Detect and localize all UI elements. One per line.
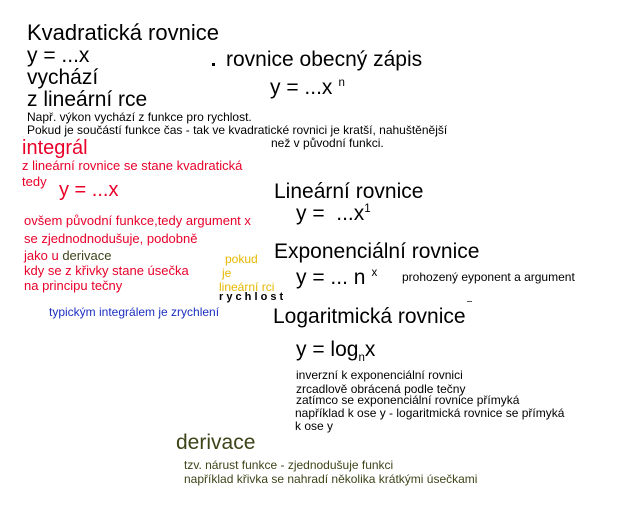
side-note-2: je: [222, 266, 232, 280]
integral-line-2: tedy: [22, 174, 47, 189]
integral-formula: y = ...x: [59, 179, 119, 201]
exponential-heading: Exponenciální rovnice: [274, 240, 480, 263]
quadratic-note-2: Pokud je součástí funkce čas - tak ve kvadratické rovnici je kratší, nahuštěnější: [27, 123, 448, 137]
linear-heading: Lineární rovnice: [274, 180, 424, 203]
logarithmic-note-4: například k ose y - logaritmická rovnice se přímyká: [295, 406, 565, 420]
general-formula-base: y = ...x: [270, 76, 333, 99]
derivace-heading: derivace: [176, 431, 256, 454]
quadratic-heading: Kvadratická rovnice: [27, 20, 219, 45]
derivace-note-1: tzv. nárust funkce - zjednodušuje funkci: [184, 458, 394, 472]
logarithmic-note-5: k ose y: [295, 419, 334, 433]
integral-text-5: na principu tečny: [24, 278, 123, 293]
bullet-dot: [212, 63, 215, 66]
logarithmic-note-3: zatímco se exponenciální rovnice přímyká: [296, 393, 520, 407]
exponential-formula-exponent: x: [371, 267, 378, 279]
quadratic-formula: y = ...x: [27, 44, 90, 67]
logarithmic-formula-base: n: [358, 352, 365, 365]
linear-formula: [296, 203, 371, 224]
quadratic-note-3: než v původní funkci.: [271, 136, 384, 150]
side-note-3: lineární rci: [219, 280, 275, 294]
integral-text-3-prefix: jako u: [24, 248, 59, 263]
integral-text-4: kdy se z křivky stane úsečka: [24, 263, 189, 278]
exponential-formula-base: y = ... n: [296, 266, 366, 289]
quadratic-from-linear-line: z lineární rce: [27, 88, 148, 111]
side-note-speed: r y c h l o s t: [219, 291, 284, 303]
typical-integral-note: typickým integrálem je zrychlení: [49, 305, 220, 319]
general-formula: [270, 77, 345, 98]
general-heading: rovnice obecný zápis: [226, 48, 423, 71]
integral-text-2: se zjednodnodušuje, podobně: [24, 231, 198, 246]
logarithmic-note-2: zrcadlově obrácená podle tečny: [296, 382, 466, 396]
integral-heading: integrál: [22, 137, 88, 159]
quadratic-derives-line: vychází: [27, 66, 99, 89]
integral-text-3-derivace: derivace: [62, 248, 112, 263]
logarithmic-note-1: inverzní k exponenciální rovnici: [296, 368, 463, 382]
side-note-1: pokud: [225, 252, 258, 266]
logarithmic-heading: Logaritmická rovnice: [273, 305, 466, 328]
logarithmic-formula-pre: y = log: [296, 338, 359, 361]
integral-text-1: ovšem původní funkce,tedy argument x: [24, 213, 251, 228]
logarithmic-formula: [296, 338, 376, 365]
integral-text-3: [24, 249, 111, 262]
derivace-note-2: například křivka se nahradí několika krátkými úsečkami: [184, 472, 478, 486]
linear-formula-exponent: 1: [364, 203, 371, 215]
exponential-note: prohozený eyponent a argument: [402, 270, 575, 284]
quadratic-note-1: Např. výkon vychází z funkce pro rychlost.: [27, 110, 252, 124]
logarithmic-formula-post: x: [364, 338, 376, 361]
general-formula-exponent: n: [338, 77, 345, 89]
exponential-formula: [296, 267, 377, 288]
integral-line-1: z lineární rovnice se stane kvadratická: [22, 158, 243, 173]
small-dash: [467, 301, 472, 302]
linear-formula-base: y = ...x: [296, 202, 365, 225]
